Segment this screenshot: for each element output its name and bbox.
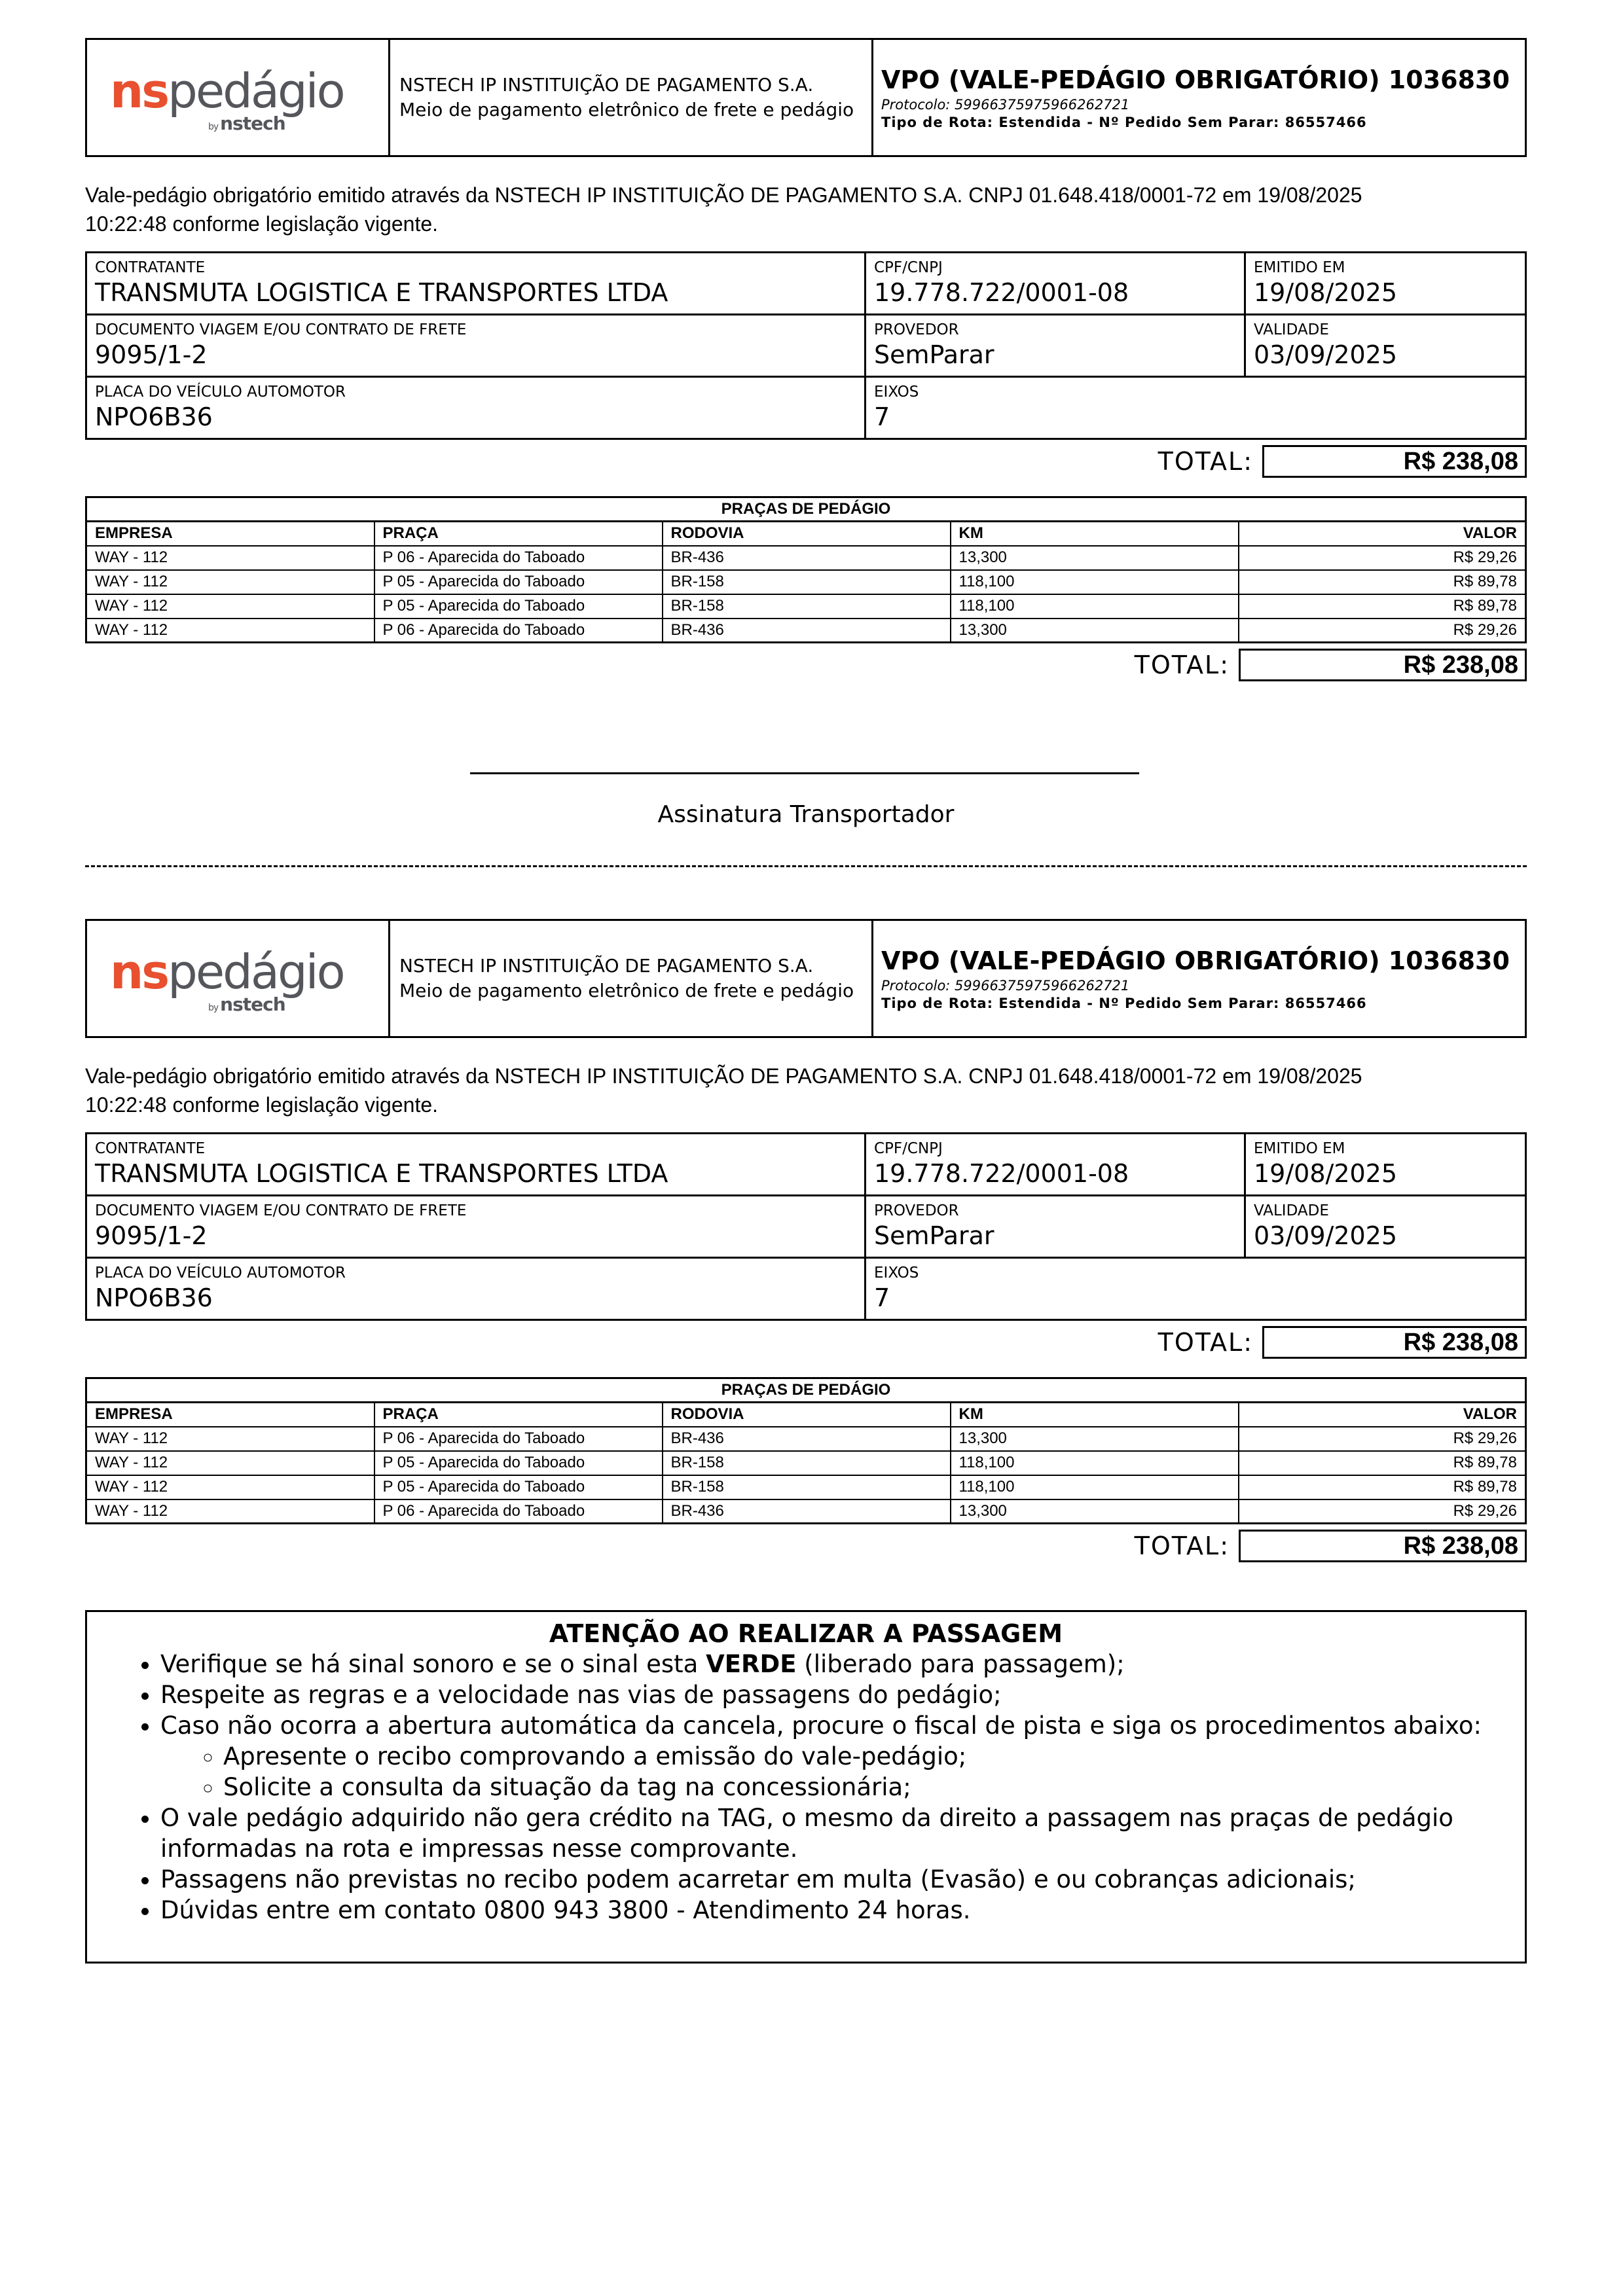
cell-empresa: WAY - 112	[86, 1427, 374, 1451]
issuer-cell	[390, 40, 873, 155]
info-total	[85, 1325, 1527, 1360]
voucher-title-cell	[873, 40, 1525, 155]
protocol-number: Protocolo: 59966375975966262721	[881, 978, 1130, 994]
cell-valor: R$ 29,26	[1239, 619, 1526, 643]
attention-box	[85, 1610, 1527, 1964]
validade-value: 03/09/2025	[1254, 340, 1398, 369]
info-grid	[85, 251, 1527, 440]
total-value: R$ 238,08	[1239, 649, 1527, 681]
list-item	[160, 1649, 1525, 1679]
list-item	[160, 1710, 1525, 1803]
intro-line-1: Vale-pedágio obrigatório emitido através da NSTECH IP INSTITUIÇÃO DE PAGAMENTO S.A. CNPJ 01.648.418/0001-72 em 19/08/2025	[85, 183, 1362, 207]
pracas-caption: PRAÇAS DE PEDÁGIO	[86, 497, 1526, 522]
total-label: TOTAL:	[1134, 1532, 1230, 1560]
item-text: Caso não ocorra a abertura automática da cancela, procure o fiscal de pista e siga os procedimentos abaixo:	[160, 1712, 1482, 1740]
documento-label: DOCUMENTO VIAGEM E/OU CONTRATO DE FRETE	[95, 1202, 467, 1219]
voucher-header	[85, 38, 1527, 157]
cell-valor: R$ 89,78	[1239, 1451, 1526, 1475]
cell-empresa: WAY - 112	[86, 619, 374, 643]
contratante-label: CONTRATANTE	[95, 1140, 206, 1157]
pracas-table	[85, 496, 1527, 643]
cell-valor: R$ 89,78	[1239, 570, 1526, 594]
intro-text	[85, 181, 1527, 238]
nspedagio-logo	[110, 942, 365, 1014]
cell-rodovia: BR-158	[663, 1475, 951, 1499]
validade-label: VALIDADE	[1254, 1202, 1329, 1219]
info-grid	[85, 1132, 1527, 1321]
attention-sublist	[160, 1741, 1525, 1803]
pracas-table	[85, 1377, 1527, 1524]
logo-cell	[87, 921, 390, 1036]
placa-value: NPO6B36	[95, 1283, 213, 1312]
list-item: • Respeite as regras e a velocidade nas vias de passagens do pedágio;	[160, 1679, 1525, 1710]
table-row	[86, 1451, 1526, 1475]
cell-km: 118,100	[951, 594, 1239, 619]
cnpj-label: CPF/CNPJ	[874, 1140, 943, 1157]
cell-praca: P 06 - Aparecida do Taboado	[374, 619, 663, 643]
item-highlight: VERDE	[706, 1650, 797, 1678]
cell-km: 13,300	[951, 619, 1239, 643]
item-text: Verifique se há sinal sonoro e se o sinal esta	[160, 1650, 706, 1678]
logo-by: by	[208, 122, 219, 132]
validade-label: VALIDADE	[1254, 321, 1329, 338]
table-row	[86, 1499, 1526, 1524]
attention-title: ATENÇÃO AO REALIZAR A PASSAGEM	[549, 1619, 1063, 1648]
attention-list	[87, 1649, 1525, 1926]
cell-empresa: WAY - 112	[86, 570, 374, 594]
issuer-name: NSTECH IP INSTITUIÇÃO DE PAGAMENTO S.A.	[399, 955, 814, 977]
intro-text	[85, 1062, 1527, 1119]
nspedagio-logo	[110, 62, 365, 134]
cell-valor: R$ 29,26	[1239, 1499, 1526, 1524]
issuer-description: Meio de pagamento eletrônico de frete e pedágio	[399, 99, 854, 120]
cell-praca: P 06 - Aparecida do Taboado	[374, 1427, 663, 1451]
cell-empresa: WAY - 112	[86, 1475, 374, 1499]
col-valor: VALOR	[1239, 522, 1526, 546]
total-label: TOTAL:	[1158, 1328, 1253, 1357]
cnpj-label: CPF/CNPJ	[874, 259, 943, 276]
item-text: (liberado para passagem);	[796, 1650, 1125, 1678]
validade-value: 03/09/2025	[1254, 1221, 1398, 1250]
provedor-value: SemParar	[874, 340, 994, 369]
col-rodovia: RODOVIA	[663, 1403, 951, 1427]
logo-ns: ns	[110, 63, 168, 118]
route-type: Tipo de Rota: Estendida - Nº Pedido Sem Parar: 86557466	[881, 996, 1367, 1011]
documento-label: DOCUMENTO VIAGEM E/OU CONTRATO DE FRETE	[95, 321, 467, 338]
cell-valor: R$ 89,78	[1239, 594, 1526, 619]
table-row	[86, 1427, 1526, 1451]
provedor-label: PROVEDOR	[874, 1202, 959, 1219]
table-row	[86, 1475, 1526, 1499]
cell-rodovia: BR-436	[663, 1499, 951, 1524]
col-praca: PRAÇA	[374, 522, 663, 546]
cell-rodovia: BR-436	[663, 619, 951, 643]
sublist-item: ◦ Solicite a consulta da situação da tag na concessionária;	[223, 1772, 1525, 1803]
cell-rodovia: BR-436	[663, 1427, 951, 1451]
emitido-label: EMITIDO EM	[1254, 259, 1345, 276]
col-rodovia: RODOVIA	[663, 522, 951, 546]
cell-praca: P 06 - Aparecida do Taboado	[374, 546, 663, 570]
col-praca: PRAÇA	[374, 1403, 663, 1427]
cell-km: 118,100	[951, 570, 1239, 594]
cell-valor: R$ 29,26	[1239, 546, 1526, 570]
cell-km: 13,300	[951, 1427, 1239, 1451]
placa-label: PLACA DO VEÍCULO AUTOMOTOR	[95, 384, 346, 401]
cell-rodovia: BR-158	[663, 594, 951, 619]
cell-rodovia: BR-158	[663, 1451, 951, 1475]
total-value: R$ 238,08	[1262, 445, 1527, 478]
route-type: Tipo de Rota: Estendida - Nº Pedido Sem Parar: 86557466	[881, 115, 1367, 130]
contratante-value: TRANSMUTA LOGISTICA E TRANSPORTES LTDA	[95, 1159, 668, 1188]
signature-label: Assinatura Transportador	[657, 801, 955, 828]
pracas-total	[85, 1528, 1527, 1564]
cell-km: 13,300	[951, 1499, 1239, 1524]
cell-empresa: WAY - 112	[86, 1451, 374, 1475]
cell-km: 118,100	[951, 1451, 1239, 1475]
cell-rodovia: BR-158	[663, 570, 951, 594]
total-label: TOTAL:	[1134, 651, 1230, 679]
table-row	[86, 594, 1526, 619]
cell-km: 118,100	[951, 1475, 1239, 1499]
col-empresa: EMPRESA	[86, 522, 374, 546]
logo-cell	[87, 40, 390, 155]
col-valor: VALOR	[1239, 1403, 1526, 1427]
cell-praca: P 05 - Aparecida do Taboado	[374, 1475, 663, 1499]
voucher-copy-1	[85, 38, 1527, 683]
voucher-title: VPO (VALE-PEDÁGIO OBRIGATÓRIO) 1036830	[881, 65, 1510, 94]
logo-pedagio: pedágio	[168, 944, 344, 999]
provedor-label: PROVEDOR	[874, 321, 959, 338]
placa-value: NPO6B36	[95, 403, 213, 431]
intro-line-2: 10:22:48 conforme legislação vigente.	[85, 212, 439, 236]
cell-rodovia: BR-436	[663, 546, 951, 570]
eixos-label: EIXOS	[874, 1265, 919, 1282]
cell-praca: P 06 - Aparecida do Taboado	[374, 1499, 663, 1524]
cnpj-value: 19.778.722/0001-08	[874, 1159, 1129, 1188]
list-item: • O vale pedágio adquirido não gera crédito na TAG, o mesmo da direito a passagem nas praças de pedágio informadas na rota e impressas nesse comprovante.	[160, 1803, 1525, 1864]
table-row	[86, 570, 1526, 594]
cell-praca: P 05 - Aparecida do Taboado	[374, 594, 663, 619]
eixos-value: 7	[874, 1283, 890, 1312]
voucher-title: VPO (VALE-PEDÁGIO OBRIGATÓRIO) 1036830	[881, 946, 1510, 975]
intro-line-2: 10:22:48 conforme legislação vigente.	[85, 1093, 439, 1117]
pracas-total	[85, 647, 1527, 683]
voucher-copy-2	[85, 919, 1527, 1564]
issuer-name: NSTECH IP INSTITUIÇÃO DE PAGAMENTO S.A.	[399, 74, 814, 96]
list-item: • Passagens não previstas no recibo podem acarretar em multa (Evasão) e ou cobranças adicionais;	[160, 1864, 1525, 1895]
pracas-caption: PRAÇAS DE PEDÁGIO	[86, 1378, 1526, 1403]
cell-km: 13,300	[951, 546, 1239, 570]
provedor-value: SemParar	[874, 1221, 994, 1250]
eixos-label: EIXOS	[874, 384, 919, 401]
sublist-item: ◦ Apresente o recibo comprovando a emissão do vale-pedágio;	[223, 1741, 1525, 1772]
intro-line-1: Vale-pedágio obrigatório emitido através da NSTECH IP INSTITUIÇÃO DE PAGAMENTO S.A. CNPJ 01.648.418/0001-72 em 19/08/2025	[85, 1064, 1362, 1088]
documento-value: 9095/1-2	[95, 1221, 208, 1250]
logo-nstech: nstech	[220, 994, 285, 1015]
signature-line	[470, 772, 1139, 774]
cnpj-value: 19.778.722/0001-08	[874, 278, 1129, 307]
cell-praca: P 05 - Aparecida do Taboado	[374, 1451, 663, 1475]
emitido-value: 19/08/2025	[1254, 1159, 1398, 1188]
cell-praca: P 05 - Aparecida do Taboado	[374, 570, 663, 594]
voucher-header	[85, 919, 1527, 1038]
contratante-label: CONTRATANTE	[95, 259, 206, 276]
total-value: R$ 238,08	[1262, 1326, 1527, 1359]
logo-by: by	[208, 1003, 219, 1013]
cell-valor: R$ 89,78	[1239, 1475, 1526, 1499]
col-empresa: EMPRESA	[86, 1403, 374, 1427]
logo-ns: ns	[110, 944, 168, 999]
voucher-title-cell	[873, 921, 1525, 1036]
cell-empresa: WAY - 112	[86, 594, 374, 619]
placa-label: PLACA DO VEÍCULO AUTOMOTOR	[95, 1265, 346, 1282]
issuer-cell	[390, 921, 873, 1036]
cut-line	[85, 865, 1527, 867]
cell-empresa: WAY - 112	[86, 1499, 374, 1524]
eixos-value: 7	[874, 403, 890, 431]
logo-pedagio: pedágio	[168, 63, 344, 118]
info-total	[85, 444, 1527, 479]
total-label: TOTAL:	[1158, 447, 1253, 476]
emitido-label: EMITIDO EM	[1254, 1140, 1345, 1157]
cell-empresa: WAY - 112	[86, 546, 374, 570]
col-km: KM	[951, 1403, 1239, 1427]
col-km: KM	[951, 522, 1239, 546]
protocol-number: Protocolo: 59966375975966262721	[881, 97, 1130, 113]
list-item: • Dúvidas entre em contato 0800 943 3800 - Atendimento 24 horas.	[160, 1895, 1525, 1926]
emitido-value: 19/08/2025	[1254, 278, 1398, 307]
documento-value: 9095/1-2	[95, 340, 208, 369]
table-row	[86, 546, 1526, 570]
cell-valor: R$ 29,26	[1239, 1427, 1526, 1451]
issuer-description: Meio de pagamento eletrônico de frete e pedágio	[399, 980, 854, 1001]
total-value: R$ 238,08	[1239, 1530, 1527, 1562]
table-header-row	[86, 522, 1526, 546]
logo-nstech: nstech	[220, 113, 285, 134]
contratante-value: TRANSMUTA LOGISTICA E TRANSPORTES LTDA	[95, 278, 668, 307]
table-header-row	[86, 1403, 1526, 1427]
table-row	[86, 619, 1526, 643]
